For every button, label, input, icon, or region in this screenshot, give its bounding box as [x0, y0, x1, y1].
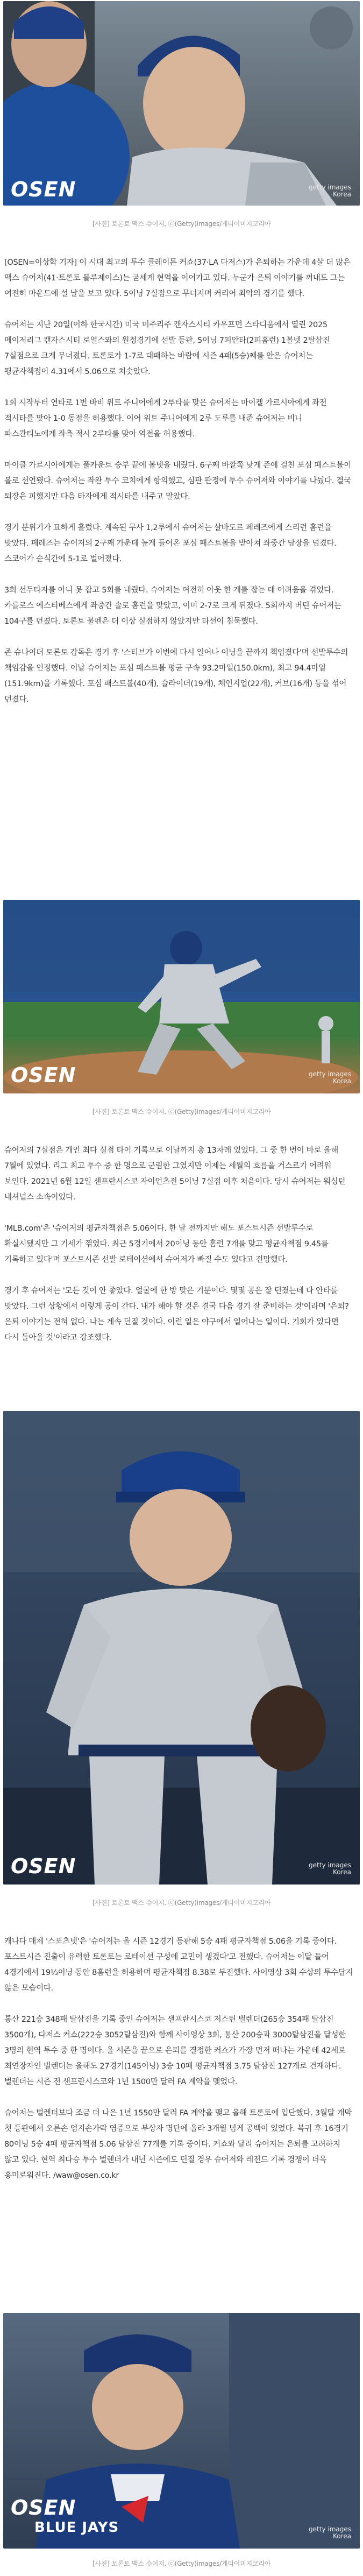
getty-credit-line-1: getty images: [309, 184, 351, 191]
getty-credit-line-2: Korea: [332, 2532, 351, 2540]
getty-credit-line-2: Korea: [332, 1077, 351, 1085]
getty-credit-line-2: Korea: [332, 1868, 351, 1876]
article-paragraph-12: 통산 221승 348패 탈삼진을 기록 중인 슈어저는 샌프란시스코 저스틴 벌렌더(265승 354패 탈삼진 3500개), 다저스 커쇼(222승 3052탈삼진)와 함께 사이영상 3회, 통산 200승과 3000탈삼진을 달성한 3명의 현역 투수 중 한 명이다. 올 시즌을 끝으로 은퇴를 결정한 커쇼가 가장 먼저 떠나는 가운데 42세로 최연장자인 벌렌더는 올해도 27경기(145이닝) 3승 10패 평균자책점 3.75 탈삼진 127개로 건재하다. 벌렌더는 시즌 전 샌프란시스코와 1년 1500만 달러 FA 계약을 맺었다.: [4, 2015, 346, 2086]
getty-credit: [309, 1071, 351, 1085]
article-paragraph-8: 슈어저의 7실점은 개인 최다 실점 타이 기록으로 이날까지 총 13차례 있었다. 그 중 한 번이 바로 올해 7월에 있었다. 리그 최고 투수 중 한 명으로 군림한 그였지만 이제는 세월의 흐름을 거스르기 어려워 보인다. 2021년 6월 12일 샌프란시스코 자이언츠전 5이닝 7실점 이후 처음이다. 당시 슈어저는 워싱턴 내셔널스 소속이었다.: [4, 1146, 346, 1202]
article-photo-3: [3, 1411, 360, 1885]
article-photo-4: [3, 2313, 360, 2549]
article-paragraph-13: 슈어저는 벌렌더보다 조금 더 나은 1년 1550만 달러 FA 계약을 맺고 올해 토론토에 입단했다. 3월말 개막 첫 등판에서 오른손 엄지손가락 염증으로 부상자 명단에 올라 3개월 넘게 공백이 있었다. 복귀 후 16경기 80이닝 5승 4패 평균자책점 5.06 탈삼진 77개를 기록 중이다. 커쇼와 달리 슈어저는 은퇴를 고려하지 않고 있다. 현역 최다승 투수 벌렌더가 내년 시즌에도 던질 경우 슈어저와 레전드 기록 경쟁이 더욱 흥미로워진다. /waw@osen.co.kr: [4, 2109, 352, 2180]
article-paragraph-2: 슈어저는 지난 20일(이하 한국시간) 미국 미주리주 캔자스시티 카우프먼 스타디움에서 열린 2025 메이저리그 캔자스시티 로열스와의 원정경기에 선발 등판, 5이닝 7피안타(2피홈런) 1볼넷 2탈삼진 7실점으로 크게 무너졌다. 토론토가 1-7로 대패하는 바람에 시즌 4패(5승)째를 안은 슈어저는 평균자책점이 4.31에서 5.06으로 치솟았다.: [4, 321, 330, 376]
article-paragraph-7: 존 슈나이더 토론토 감독은 경기 후 '스티브가 이번에 다시 일어나 이닝을 끝까지 책임졌다'며 선발투수의 책임감을 인정했다. 이날 슈어저는 포심 패스트볼 평균 구속 93.2마일(150.0km), 최고 94.4마일(151.9km)을 기록했다. 포심 패스트볼(40개), 슬라이더(19개), 체인지업(22개), 커브(16개) 등을 섞어 던졌다.: [4, 648, 348, 704]
article-text-block-1: [4, 255, 354, 708]
getty-credit: [309, 1862, 351, 1876]
getty-credit-line-1: getty images: [309, 1070, 351, 1078]
article-photo-1: [3, 1, 360, 206]
getty-credit-line-2: Korea: [332, 190, 351, 198]
osen-watermark: OSEN: [11, 2496, 76, 2519]
photo-caption-2: [사진] 토론토 맥스 슈어저. ⓒ(Getty)images/게티이미지코리아: [92, 1108, 271, 1116]
article-paragraph-6: 3회 선두타자를 아니 못 잡고 5회를 내줬다. 슈어저는 여전히 아웃 한 개를 잡는 데 어려움을 겪었다. 카를로스 에스티베스에게 좌중간 솔로 홈런을 맞았고, 이미 2-7로 크게 뒤졌다. 5회까지 버틴 슈어저는 104구를 던졌다. 토론토 불펜은 더 이상 실점하지 않았지만 타선이 침묵했다.: [4, 586, 341, 626]
article-paragraph-5: 경기 분위기가 묘하게 흘렀다. 계속된 무사 1,2루에서 슈어저는 살바도르 페레즈에게 스리런 홈런을 맞았다. 페레즈는 슈어저의 2구째 가운데 높게 들어온 포심 패스트볼을 받아쳐 좌중간 담장을 넘겼다. 스코어가 순식간에 5-1로 벌어졌다.: [4, 524, 337, 563]
article-photo-2: [3, 900, 360, 1093]
photo-caption-4: [사진] 토론토 맥스 슈어저. ⓒ(Getty)images/게티이미지코리아: [92, 2560, 271, 2567]
article-paragraph-3: 1회 시작부터 연타로 1번 바비 위트 주니어에게 2루타를 맞은 슈어저는 마이켈 가르시아에게 좌전 적시타를 맞아 1-0 동점을 허용했다. 이어 위트 주니어에게 2루 도루를 내준 슈어저는 비니 파스콴티노에게 좌측 적시 2루타를 맞아 역전을 허용했다.: [4, 399, 327, 439]
article-paragraph-11: 캐나다 매체 '스포츠넷'은 '슈어저는 올 시즌 12경기 등판해 5승 4패 평균자책점 5.06을 기록 중이다. 포스트시즌 진출이 유력한 토론토는 로테이션 구성에 고민이 생겼다'고 전했다. 슈어저는 이달 들어 4경기에서 19⅓이닝 동안 8홈런을 허용하며 평균자책점 8.38로 부진했다. 사이영상 3회 수상의 투수답지 않은 모습이다.: [4, 1937, 353, 1993]
blue-jays-jacket-text: BLUE JAYS: [34, 2519, 119, 2536]
photo-caption-1: [사진] 토론토 맥스 슈어저. ⓒ(Getty)images/게티이미지코리아: [92, 220, 271, 228]
photo-caption-3: [사진] 토론토 맥스 슈어저. ⓒ(Getty)images/게티이미지코리아: [92, 1899, 271, 1907]
pitcher-dugout-image: [3, 1, 360, 206]
getty-credit-line-1: getty images: [309, 1861, 351, 1869]
article-text-block-3: [4, 1934, 354, 2184]
pitcher-portrait-image: [3, 1411, 360, 1885]
osen-watermark: OSEN: [11, 178, 76, 201]
getty-credit-line-1: getty images: [309, 2525, 351, 2533]
osen-watermark: OSEN: [11, 1854, 76, 1878]
getty-credit: [309, 2526, 351, 2540]
osen-watermark: OSEN: [11, 1063, 76, 1087]
article-paragraph-10: 경기 후 슈어저는 '모든 것이 안 좋았다. 얼굴에 한 방 맞은 기분이다. 몇몇 공은 잘 던졌는데 다 안타를 맞았다. 그런 상황에서 이렇게 공이 간다. 내가 해야 할 것은 결국 다음 경기 잘 준비하는 것'이라며 '은퇴? 은퇴 이야기는 전혀 없다. 나는 계속 던질 것이다. 이런 일은 야구에서 일어나는 일이다. 기회가 있다면 다시 돌아올 것'이라고 강조했다.: [4, 1287, 349, 1342]
article-paragraph-9: 'MLB.com'은 '슈어저의 평균자책점은 5.06이다. 한 달 전까지만 해도 포스트시즌 선발투수로 확실시됐지만 그 기세가 꺾였다. 최근 5경기에서 20이닝 동안 홈런 7개를 맞고 평균자책점 9.45를 기록하고 있다'며 포스트시즌 선발 로테이션에서 슈어저가 빠질 수도 있다고 전망했다.: [4, 1224, 329, 1264]
getty-credit: [309, 184, 351, 198]
article-paragraph-1: [OSEN=이상학 기자] 이 시대 최고의 투수 클레이튼 커쇼(37·LA 다저스)가 은퇴하는 가운데 4살 더 많은 맥스 슈어저(41·토론토 블루제이스)는 굳세게 현역을 이어가고 있다. 누군가 은퇴 이야기를 꺼내도 그는 여전히 마운드에 설 날을 보고 있다. 5이닝 7실점으로 무너지며 커리어 최악의 경기를 했다.: [4, 258, 351, 298]
article-text-block-2: [4, 1143, 354, 1346]
article-paragraph-4: 마이클 가르시아에게는 풀카운트 승부 끝에 볼넷을 내줬다. 6구째 바깥쪽 낮게 존에 걸친 포심 패스트볼이 볼로 선언됐다. 슈어저는 좌완 투수 코치에게 항의했고, 심판 판정에 투수 슈어저와 이야기를 나눴다. 결국 퇴장은 피했지만 다음 타자에게 적시타를 내주고 말았다.: [4, 461, 351, 501]
